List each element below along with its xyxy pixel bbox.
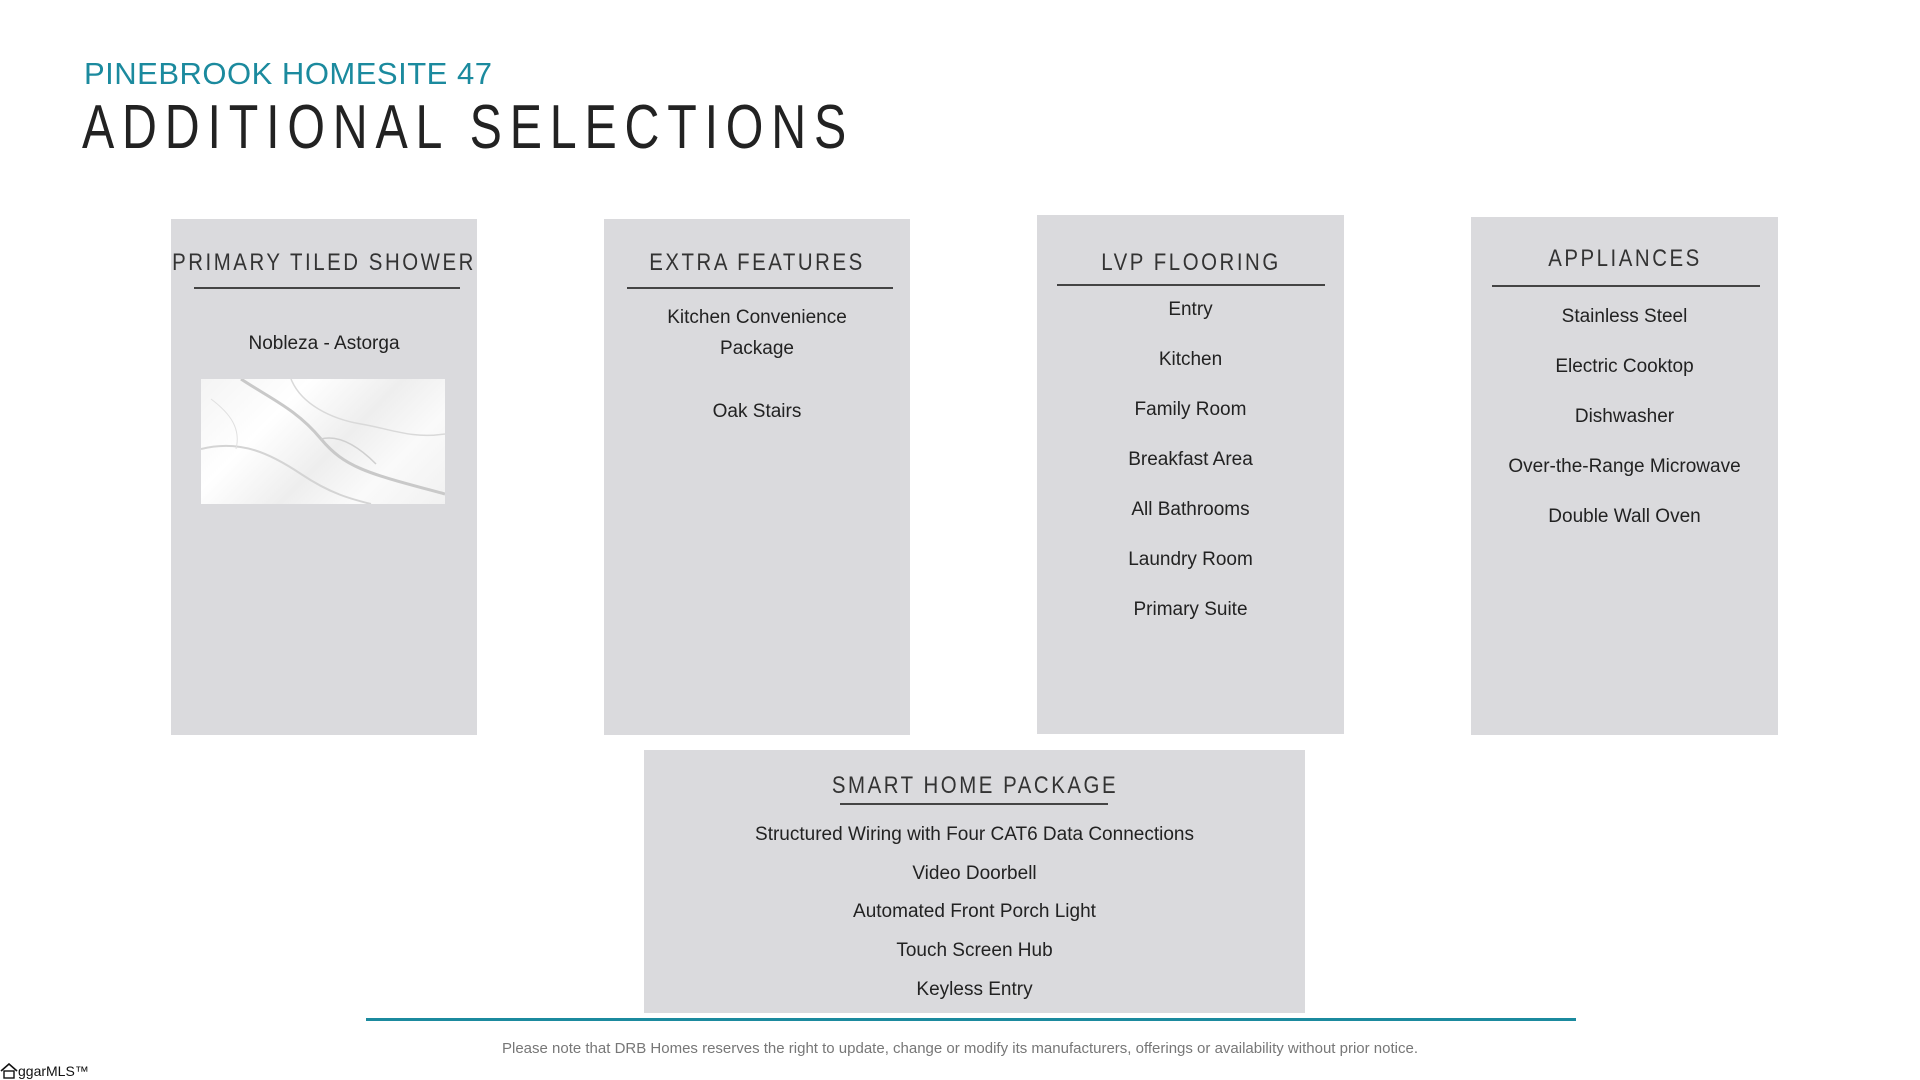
list-item: Stainless Steel: [1561, 306, 1688, 327]
title-divider: [1057, 284, 1325, 286]
list-item: Oak Stairs: [712, 401, 802, 422]
title-divider: [194, 287, 460, 289]
card-title: EXTRA FEATURES: [649, 249, 865, 276]
card-appliances: [1471, 217, 1778, 735]
list-item: Dishwasher: [1574, 406, 1675, 427]
list-item: Over-the-Range Microwave: [1508, 456, 1741, 477]
list-item: Package: [720, 338, 794, 359]
list-item: Entry: [1168, 299, 1213, 320]
list-item: Primary Suite: [1133, 599, 1248, 620]
house-icon: [0, 1063, 18, 1079]
list-item: Kitchen: [1158, 349, 1223, 370]
card-title: LVP FLOORING: [1100, 249, 1281, 276]
disclaimer-text: Please note that DRB Homes reserves the right to update, change or modify its manufacturers, offerings or availability without prior notice.: [501, 1040, 1418, 1057]
title-divider: [1492, 285, 1760, 287]
list-item: Touch Screen Hub: [896, 940, 1053, 961]
list-item: Breakfast Area: [1128, 449, 1253, 470]
mls-logo-text: ggarMLS™: [18, 1063, 89, 1079]
marble-tile-swatch: [201, 379, 445, 504]
card-lvp-flooring: [1037, 215, 1344, 734]
mls-logo: [0, 1062, 89, 1080]
list-item: Double Wall Oven: [1548, 506, 1701, 527]
list-item: Automated Front Porch Light: [853, 901, 1096, 922]
card-title: APPLIANCES: [1547, 245, 1702, 272]
card-title: PRIMARY TILED SHOWER: [172, 249, 476, 276]
list-item: Laundry Room: [1128, 549, 1253, 570]
card-title: SMART HOME PACKAGE: [831, 772, 1118, 799]
footer-divider: [366, 1018, 1576, 1021]
list-item: Keyless Entry: [916, 979, 1033, 1000]
list-item: Structured Wiring with Four CAT6 Data Connections: [755, 824, 1194, 845]
card-extra-features: [604, 219, 910, 735]
list-item: Electric Cooktop: [1555, 356, 1694, 377]
list-item: Family Room: [1134, 399, 1247, 420]
homesite-label: PINEBROOK HOMESITE 47: [84, 56, 493, 91]
title-divider: [627, 287, 893, 289]
list-item: Video Doorbell: [912, 863, 1037, 884]
card-primary-tiled-shower: [171, 219, 477, 735]
title-divider: [840, 803, 1108, 805]
card-smart-home-package: [644, 750, 1305, 1013]
page-title: ADDITIONAL SELECTIONS: [82, 93, 855, 162]
list-item: Kitchen Convenience: [667, 307, 847, 328]
list-item: All Bathrooms: [1131, 499, 1250, 520]
list-item: Nobleza - Astorga: [248, 333, 400, 354]
